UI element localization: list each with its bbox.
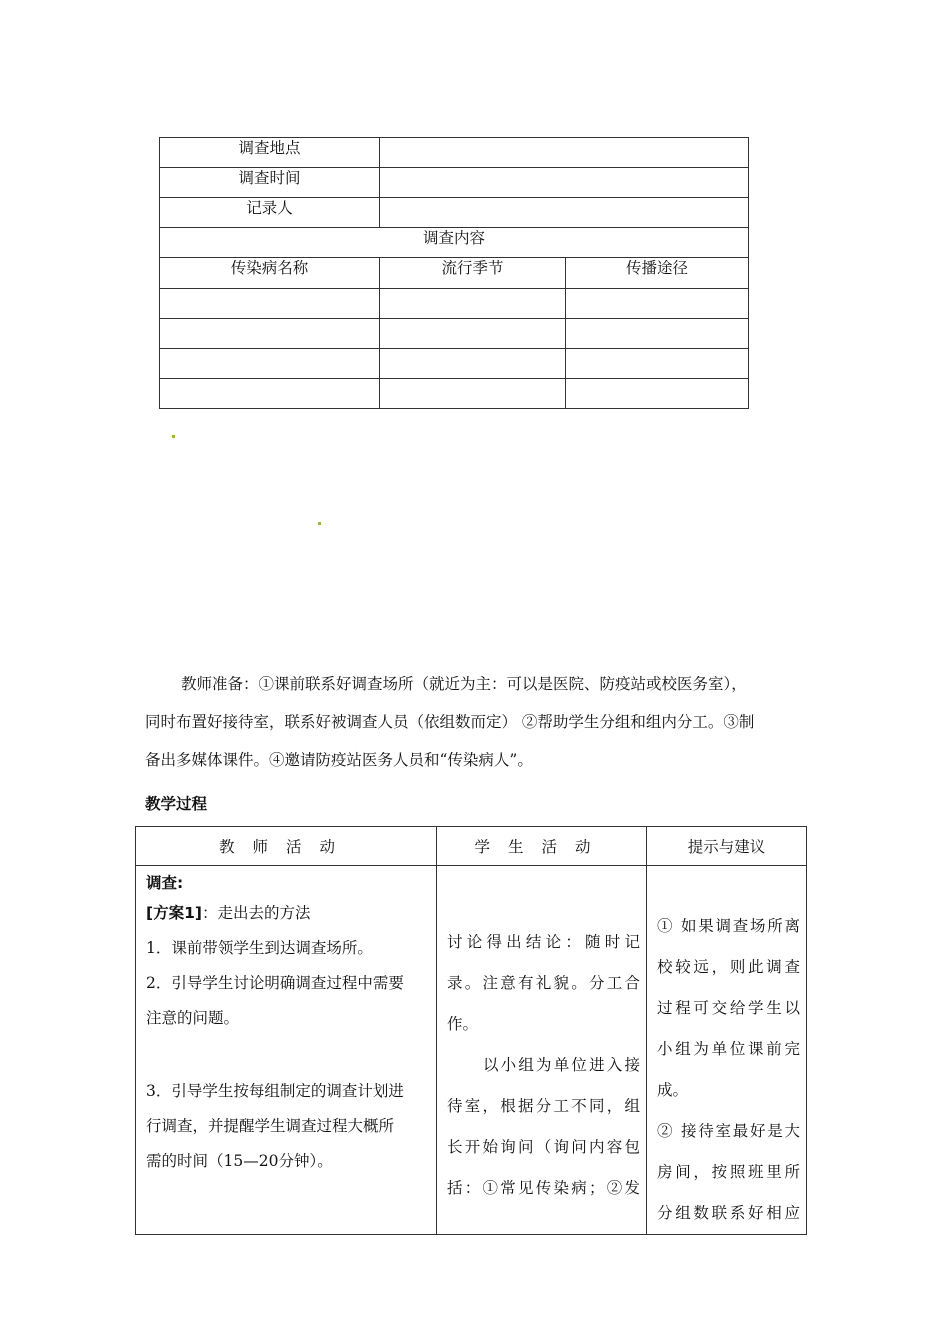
- column-header-disease: 传染病名称: [160, 258, 380, 288]
- student-line: 长开始询问（询问内容包: [447, 1138, 640, 1156]
- plan-text: ：走出去的方法: [201, 904, 311, 922]
- tip-line: 小组为单位课前完: [657, 1040, 800, 1058]
- table-row: [160, 138, 749, 168]
- plan-line: [146, 896, 428, 931]
- student-line: 作。: [447, 1015, 479, 1033]
- tip-line: ① 如果调查场所离: [657, 917, 800, 935]
- decorative-dot: [318, 522, 321, 525]
- survey-label-location: 调查地点: [160, 138, 380, 168]
- teaching-process-table: [135, 826, 807, 1235]
- student-line: 讨论得出结论：随时记: [447, 933, 640, 951]
- section-heading: 教学过程: [145, 795, 208, 813]
- decorative-dot: [172, 435, 175, 438]
- plan-tag: [方案1]: [146, 904, 202, 922]
- table-cell: [380, 378, 566, 408]
- survey-content-header: 调查内容: [160, 228, 749, 258]
- table-cell: [566, 348, 749, 378]
- table-row: [160, 168, 749, 198]
- tip-line: 房间，按照班里所: [657, 1163, 800, 1181]
- table-row: [160, 318, 749, 348]
- teacher-item: 3．引导学生按每组制定的调查计划进: [146, 1082, 404, 1100]
- teacher-item: 1．课前带领学生到达调查场所。: [146, 939, 373, 957]
- tip-line: 成。: [657, 1081, 689, 1099]
- survey-label-time: 调查时间: [160, 168, 380, 198]
- table-cell: [160, 288, 380, 318]
- column-header-teacher: [136, 827, 437, 866]
- table-row: [160, 228, 749, 258]
- table-cell: [566, 288, 749, 318]
- teacher-prep-line: 备出多媒体课件。④邀请防疫站医务人员和“传染病人”。: [145, 751, 533, 769]
- table-row: [160, 378, 749, 408]
- teacher-prep-line: 同时布置好接待室，联系好被调查人员（依组数而定） ②帮助学生分组和组内分工。③制: [145, 713, 755, 731]
- student-line: 录。注意有礼貌。分工合: [447, 974, 640, 992]
- table-row: [160, 288, 749, 318]
- tip-line: 过程可交给学生以: [657, 999, 800, 1017]
- tip-line: ② 接待室最好是大: [657, 1122, 800, 1140]
- table-cell: [566, 318, 749, 348]
- column-header-route: 传播途径: [566, 258, 749, 288]
- teacher-item: 需的时间（15—20分钟）。: [146, 1152, 333, 1170]
- teacher-prep-line: 教师准备：①课前联系好调查场所（就近为主：可以是医院、防疫站或校医务室），: [181, 675, 747, 693]
- table-cell: [566, 378, 749, 408]
- table-cell: [160, 318, 380, 348]
- survey-value-recorder: [380, 198, 749, 228]
- table-cell: [380, 288, 566, 318]
- teacher-item: 2．引导学生讨论明确调查过程中需要: [146, 974, 404, 992]
- student-line: 以小组为单位进入接: [483, 1056, 640, 1074]
- table-row: [160, 348, 749, 378]
- tip-line: 分组数联系好相应: [657, 1204, 800, 1222]
- header-label: 学生活动: [474, 838, 609, 856]
- table-cell: [160, 348, 380, 378]
- table-row: [160, 198, 749, 228]
- header-label: 教师活动: [218, 838, 353, 856]
- table-header-row: [160, 258, 749, 288]
- table-cell: [380, 318, 566, 348]
- column-header-season: 流行季节: [380, 258, 566, 288]
- table-row: [136, 866, 807, 1235]
- student-line: 括：①常见传染病；②发: [447, 1179, 640, 1197]
- survey-value-location: [380, 138, 749, 168]
- table-cell: [380, 348, 566, 378]
- teacher-activity-cell: [136, 866, 437, 1235]
- activity-title: 调查:: [146, 874, 184, 892]
- header-label: 提示与建议: [687, 838, 766, 856]
- column-header-student: [437, 827, 647, 866]
- survey-value-time: [380, 168, 749, 198]
- tip-line: 校较远，则此调查: [657, 958, 800, 976]
- survey-table: [159, 137, 749, 409]
- teacher-item: 注意的问题。: [146, 1009, 240, 1027]
- column-header-tips: [647, 827, 807, 866]
- teacher-item: 行调查，并提醒学生调查过程大概所: [146, 1117, 395, 1135]
- survey-label-recorder: 记录人: [160, 198, 380, 228]
- table-header-row: [136, 827, 807, 866]
- student-line: 待室，根据分工不同，组: [447, 1097, 640, 1115]
- student-activity-cell: [437, 866, 647, 1235]
- teacher-prep-paragraph: [145, 669, 810, 776]
- tips-cell: [647, 866, 807, 1235]
- table-cell: [160, 378, 380, 408]
